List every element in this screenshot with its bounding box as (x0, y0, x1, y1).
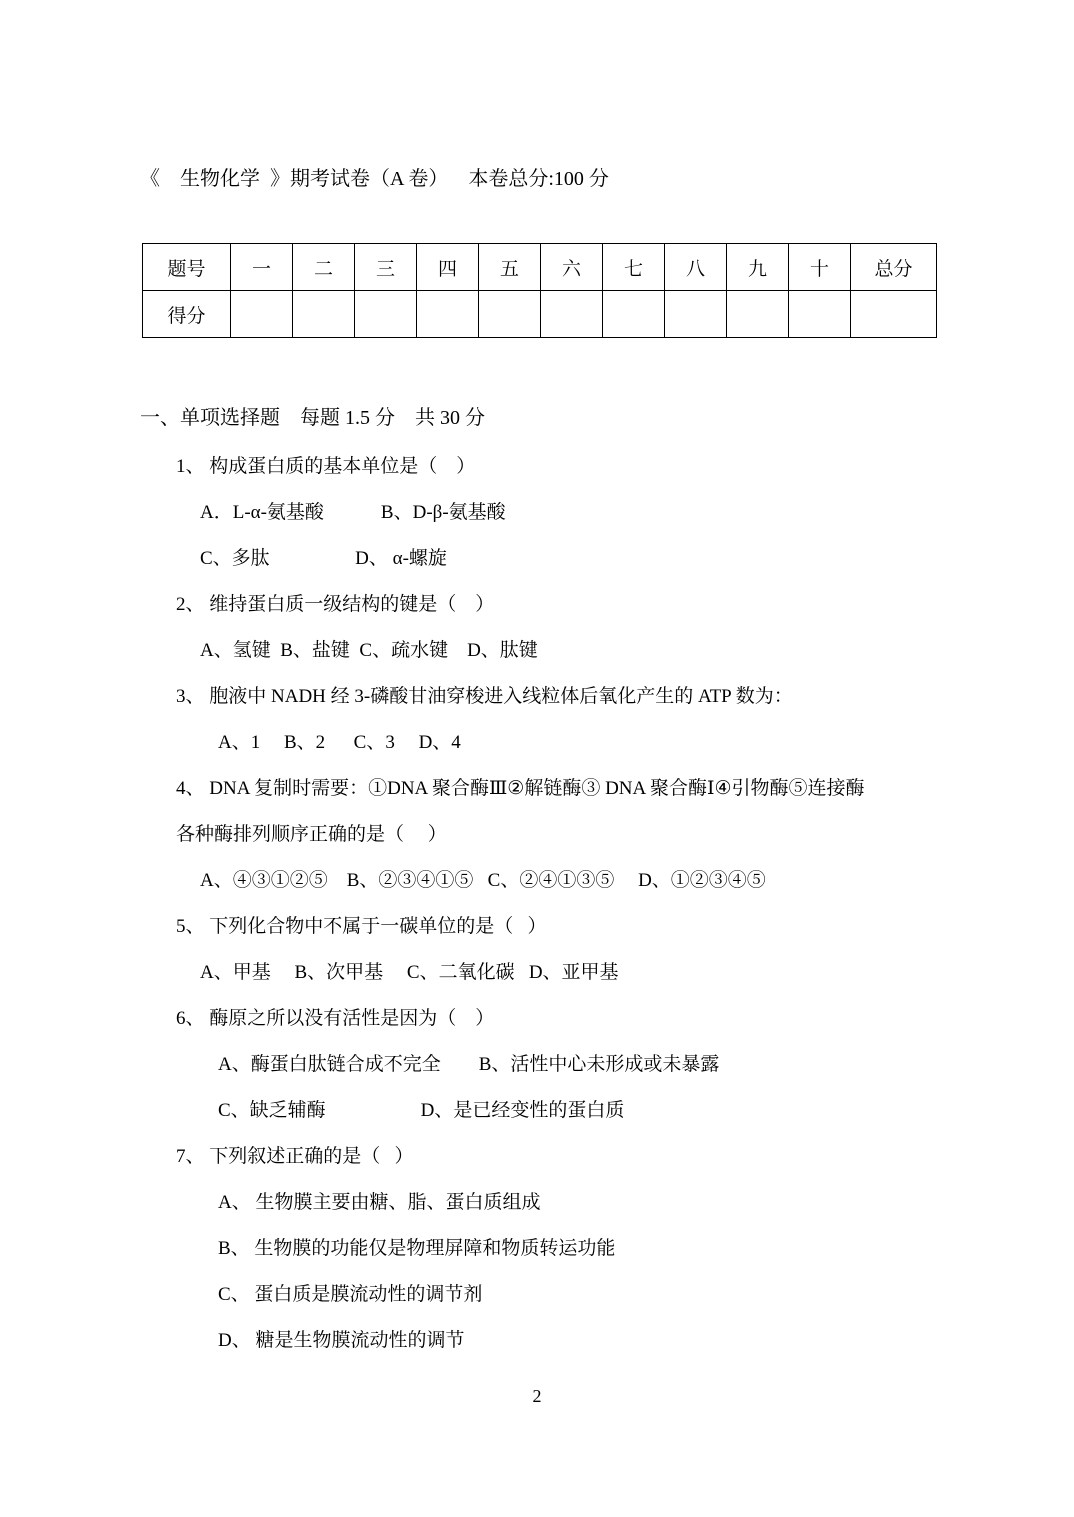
content-line: A、 生物膜主要由糖、脂、蛋白质组成 (218, 1192, 541, 1213)
score-table-score-row (143, 291, 937, 338)
score-table-header-cell: 一 (231, 244, 293, 291)
score-table-header-cell: 六 (541, 244, 603, 291)
score-table-header-cell: 七 (603, 244, 665, 291)
score-table-row-label: 题号 (143, 244, 231, 291)
score-table-empty-cell (603, 291, 665, 338)
content-line: 各种酶排列顺序正确的是（ ） (176, 824, 447, 845)
content-line: A、酶蛋白肽链合成不完全 B、活性中心未形成或未暴露 (218, 1054, 720, 1075)
score-table-empty-cell (293, 291, 355, 338)
score-table-empty-cell (231, 291, 293, 338)
score-table-empty-cell (355, 291, 417, 338)
page-number: 2 (532, 1386, 542, 1406)
score-table-empty-cell (727, 291, 789, 338)
content-line: A、氢键 B、盐键 C、疏水键 D、肽键 (200, 640, 538, 661)
exam-title: 《 生物化学 》期考试卷（A 卷） 本卷总分:100 分 (140, 168, 609, 190)
content-line: C、多肽 D、 α-螺旋 (200, 548, 447, 569)
score-table-header-cell: 八 (665, 244, 727, 291)
section-heading: 一、单项选择题 每题 1.5 分 共 30 分 (140, 407, 485, 429)
content-line: 1、 构成蛋白质的基本单位是（ ） (176, 456, 476, 477)
score-table-header-cell: 五 (479, 244, 541, 291)
score-table-header-cell: 三 (355, 244, 417, 291)
content-line: A．L-α-氨基酸 B、D-β-氨基酸 (200, 502, 506, 523)
content-line: 7、 下列叙述正确的是（ ） (176, 1146, 414, 1167)
score-table-empty-cell (479, 291, 541, 338)
score-table-score-label: 得分 (143, 291, 231, 338)
content-line: A、④③①②⑤ B、②③④①⑤ C、②④①③⑤ D、①②③④⑤ (200, 870, 766, 891)
score-table-header-cell: 十 (789, 244, 851, 291)
content-line: 6、 酶原之所以没有活性是因为（ ） (176, 1008, 495, 1029)
score-table-header-cell: 九 (727, 244, 789, 291)
score-table-empty-cell (851, 291, 937, 338)
content-line: B、 生物膜的功能仅是物理屏障和物质转运功能 (218, 1238, 616, 1259)
score-table-empty-cell (417, 291, 479, 338)
score-table-empty-cell (665, 291, 727, 338)
score-table-empty-cell (789, 291, 851, 338)
content-line: 3、 胞液中 NADH 经 3-磷酸甘油穿梭进入线粒体后氧化产生的 ATP 数为： (176, 686, 793, 707)
content-line: D、 糖是生物膜流动性的调节 (218, 1330, 465, 1351)
content-line: A、甲基 B、次甲基 C、二氧化碳 D、亚甲基 (200, 962, 619, 983)
content-line: A、1 B、2 C、3 D、4 (218, 732, 461, 753)
score-table-header-cell: 二 (293, 244, 355, 291)
score-table-header-cell: 总分 (851, 244, 937, 291)
content-line: C、缺乏辅酶 D、是已经变性的蛋白质 (218, 1100, 625, 1121)
score-table (142, 243, 937, 338)
question-content (140, 444, 944, 1364)
content-line: 5、 下列化合物中不属于一碳单位的是（ ） (176, 916, 547, 937)
score-table-header-cell: 四 (417, 244, 479, 291)
content-line: 4、 DNA 复制时需要：①DNA 聚合酶Ⅲ②解链酶③ DNA 聚合酶Ⅰ④引物酶⑤连接酶 (176, 778, 865, 799)
content-line: 2、 维持蛋白质一级结构的键是（ ） (176, 594, 495, 615)
score-table-empty-cell (541, 291, 603, 338)
score-table-header-row (143, 244, 937, 291)
content-line: C、 蛋白质是膜流动性的调节剂 (218, 1284, 483, 1305)
